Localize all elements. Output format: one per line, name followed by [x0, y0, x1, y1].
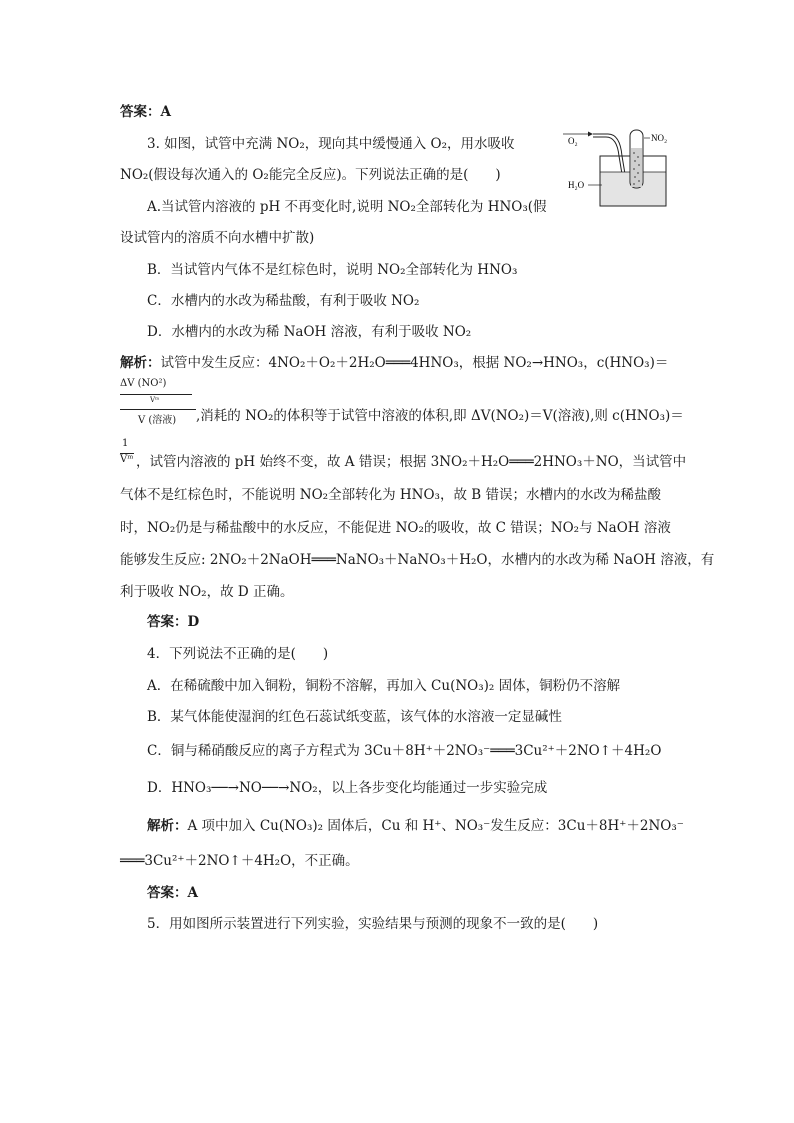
fraction2-denominator: Vᵐ [120, 454, 134, 465]
figure-o2-label: O₂ [568, 136, 578, 146]
q4-explanation-line2: ═══3Cu²⁺＋2NO↑＋4H₂O，不正确。 [120, 853, 359, 869]
q3-answer: 答案：D [147, 614, 200, 630]
q3-explanation-line6: 能够发生反应: 2NO₂＋2NaOH═══NaNO₃＋NaNO₃＋H₂O，水槽内的水改为稀 NaOH 溶液，有 [120, 552, 715, 568]
q4-explanation-text1: A 项中加入 Cu(NO₃)₂ 固体后，Cu 和 H⁺、NO₃⁻发生反应：3Cu＋8H⁺＋2NO₃⁻ [187, 818, 684, 834]
fraction-one-over-vm [120, 438, 136, 472]
q3-explanation-line1 [120, 353, 668, 373]
q3-explanation-line5: 时，NO₂仍是与稀盐酸中的水反应，不能促进 NO₂的吸收，故 C 错误；NO₂与 NaOH 溶液 [120, 520, 671, 536]
q3-option-a-line2: 设试管内的溶质不向水槽中扩散) [120, 230, 315, 246]
q4-explanation-label: 解析： [147, 818, 188, 834]
q4-stem: 4．下列说法不正确的是( ) [147, 646, 329, 662]
figure-h2o-label: H₂O [568, 180, 585, 190]
q4-option-a: A．在稀硫酸中加入铜粉，铜粉不溶解，再加入 Cu(NO₃)₂ 固体，铜粉仍不溶解 [147, 678, 621, 694]
q3-option-c: C．水槽内的水改为稀盐酸，有利于吸收 NO₂ [147, 293, 420, 309]
q5-stem: 5．用如图所示装置进行下列实验，实验结果与预测的现象不一致的是( ) [147, 916, 599, 932]
q3-stem-line1: 3. 如图，试管中充满 NO₂，现向其中缓慢通入 O₂，用水吸收 [147, 136, 515, 152]
q3-explanation-line7: 利于吸收 NO₂，故 D 正确。 [120, 584, 294, 600]
q3-option-a-line1: A.当试管内溶液的 pH 不再变化时,说明 NO₂全部转化为 HNO₃(假 [147, 199, 547, 215]
q4-answer: 答案：A [147, 885, 198, 901]
q4-option-b: B．某气体能使湿润的红色石蕊试纸变蓝，该气体的水溶液一定显碱性 [147, 709, 562, 725]
fraction1-numerator-sub: Vᵐ [150, 396, 160, 404]
answer-previous: 答案：A [120, 104, 171, 120]
q4-option-d: D．HNO₃──→NO──→NO₂，以上各步变化均能通过一步实验完成 [147, 780, 548, 796]
q3-explanation-label: 解析： [120, 355, 161, 371]
fraction1-denominator: V (溶液) [138, 415, 177, 426]
q3-explanation-line2: ,消耗的 NO₂的体积等于试管中溶液的体积,即 ΔV(NO₂)＝V(溶液),则 c(HNO₃)＝ [196, 408, 684, 424]
q3-option-d: D．水槽内的水改为稀 NaOH 溶液，有利于吸收 NO₂ [147, 324, 472, 340]
q3-explanation-line3: ，试管内溶液的 pH 始终不变，故 A 错误；根据 3NO₂＋H₂O═══2HNO₃＋NO，当试管中 [136, 454, 687, 470]
apparatus-figure [560, 126, 680, 208]
q3-option-b: B．当试管内气体不是红棕色时，说明 NO₂全部转化为 HNO₃ [147, 262, 518, 278]
fraction1-numerator: ΔV (NO²) [120, 378, 167, 389]
q3-stem-line2: NO₂(假设每次通入的 O₂能完全反应)。下列说法正确的是( ) [120, 167, 501, 183]
fraction2-numerator: 1 [122, 438, 129, 449]
q4-option-c: C．铜与稀硝酸反应的离子方程式为 3Cu＋8H⁺＋2NO₃⁻═══3Cu²⁺＋2NO↑＋4H₂O [147, 743, 662, 759]
q3-explanation-line4: 气体不是红棕色时，不能说明 NO₂全部转化为 HNO₃，故 B 错误；水槽内的水改为稀盐酸 [120, 487, 661, 503]
q4-explanation-line1 [147, 816, 684, 836]
fraction-concentration [120, 378, 196, 430]
figure-no2-label: NO₂ [651, 133, 668, 143]
q3-explanation-text1: 试管中发生反应：4NO₂＋O₂＋2H₂O═══4HNO₃，根据 NO₂→HNO₃，c(HNO₃)＝ [160, 355, 669, 371]
